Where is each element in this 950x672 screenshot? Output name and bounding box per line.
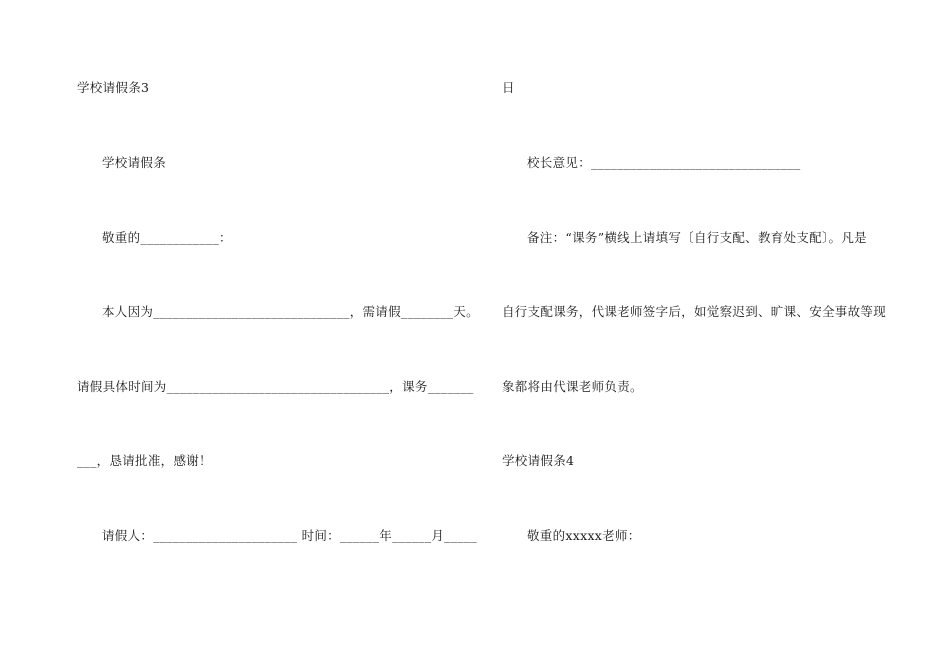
- leave-time-line-continued: ___，恳请批准，感谢！: [77, 453, 212, 468]
- salutation-2: 敬重的xxxxx老师：: [527, 528, 641, 543]
- note-line-3: 象都将由代课老师负责。: [502, 379, 643, 394]
- salutation: 敬重的____________：: [102, 230, 232, 245]
- note-line-1: 备注：“课务”横线上请填写〔自行支配、教育处支配〕。凡是: [527, 230, 867, 245]
- right-column: [475, 0, 950, 672]
- signature-line: 请假人：______________________ 时间：______年______月_____: [102, 528, 477, 543]
- doc-title: 学校请假条: [102, 155, 167, 170]
- note-line-2: 自行支配课务，代课老师签字后，如觉察迟到、旷课、安全事故等现: [502, 304, 887, 319]
- section-heading-4: 学校请假条4: [502, 453, 575, 468]
- leave-time-line: 请假具体时间为__________________________________，课务_______: [77, 379, 474, 394]
- reason-line: 本人因为______________________________，需请假________天。: [102, 304, 479, 319]
- principal-opinion-line: 校长意见：________________________________: [527, 155, 801, 170]
- section-heading-3: 学校请假条3: [77, 80, 150, 95]
- date-day: 日: [502, 80, 515, 95]
